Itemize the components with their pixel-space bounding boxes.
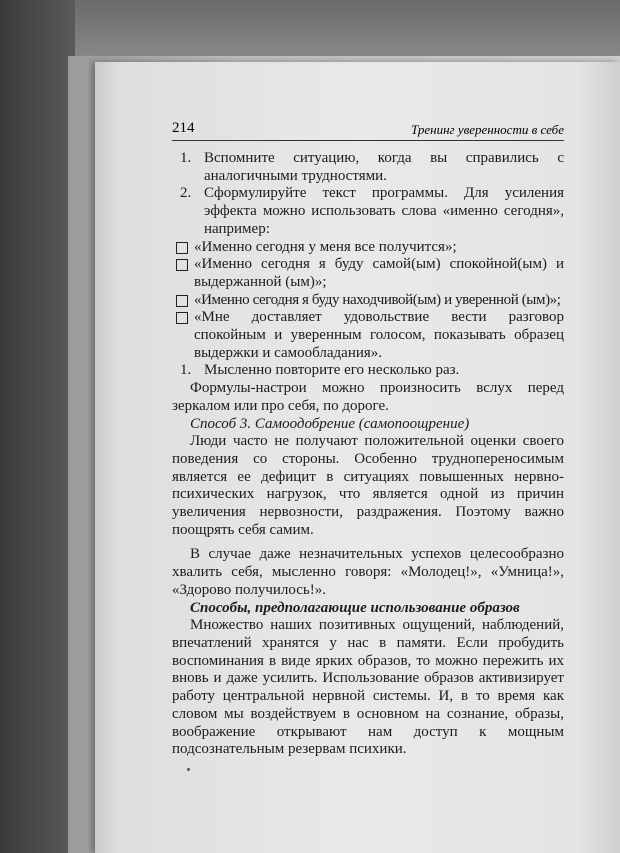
scan-background-left xyxy=(0,0,75,853)
running-title: Тренинг уверенности в себе xyxy=(410,122,564,137)
item-text: Мысленно повторите его несколько раз. xyxy=(204,362,460,379)
paragraph-success: В случае даже незначительных успехов целесообразно хвалить себя, мысленно говоря: «Молодец!», «Умница!», «Здорово получилось!». xyxy=(172,546,564,598)
section-heading-images: Способы, предполагающие использование образов xyxy=(190,599,520,616)
scan-speck xyxy=(187,768,190,771)
bullet-text: «Именно сегодня я буду самой(ым) спокойной(ым) и выдержанной (ым)»; xyxy=(194,256,564,290)
checkbox-square-icon xyxy=(176,259,188,271)
checkbox-square-icon xyxy=(176,312,188,324)
item-number: 1. xyxy=(180,150,192,166)
item-number: 1. xyxy=(180,362,192,379)
checkbox-bullet-item xyxy=(172,239,564,257)
numbered-item xyxy=(172,185,564,238)
numbered-item xyxy=(172,150,564,185)
item-text: Сформулируйте текст программы. Для усиления эффекта можно использовать слова «именно сегодня», например: xyxy=(204,185,564,237)
checkbox-bullet-item xyxy=(172,256,564,291)
page-body xyxy=(172,150,564,759)
paragraph-formulas: Формулы-настрои можно произносить вслух перед зеркалом или про себя, по дороге. xyxy=(172,380,564,414)
paragraph-images: Множество наших позитивных ощущений, наблюдений, впечатлений хранятся у нас в памяти. Если пробудить воспоминания в виде ярких образов, то можно пережить их вновь и даже усилить. Использование образов активизирует работу центральной нервной системы. И, в то время как словом мы воздействуем в основном на сознание, образы, воображение открывают нам доступ к мощным подсознательным резервам психики. xyxy=(172,617,564,758)
paragraph-people: Люди часто не получают положительной оценки своего поведения со стороны. Особенно труднопереносимым является ее дефицит в ситуациях повышенных нервно-психических нагрузок, что является одной из причин увеличения нервозности, раздражения. Поэтому важно поощрять себя самим. xyxy=(172,433,564,538)
checkbox-square-icon xyxy=(176,242,188,254)
section-heading-method3: Способ 3. Самоодобрение (самопоощрение) xyxy=(190,415,470,432)
bullet-text: «Именно сегодня у меня все получится»; xyxy=(194,238,457,255)
checkbox-bullet-item xyxy=(172,292,564,310)
item-text: Вспомните ситуацию, когда вы справились с аналогичными трудностями. xyxy=(204,150,564,184)
page-header xyxy=(172,120,564,141)
numbered-item xyxy=(172,362,564,380)
item-number: 2. xyxy=(180,185,192,202)
checkbox-square-icon xyxy=(176,295,188,307)
page-number: 214 xyxy=(172,120,195,136)
bullet-text: «Именно сегодня я буду находчивой(ым) и уверенной (ым)»; xyxy=(194,291,561,308)
bullet-text: «Мне доставляет удовольствие вести разговор спокойным и уверенным голосом, показывать образец выдержки и самообладания». xyxy=(194,309,564,361)
checkbox-bullet-item xyxy=(172,309,564,362)
